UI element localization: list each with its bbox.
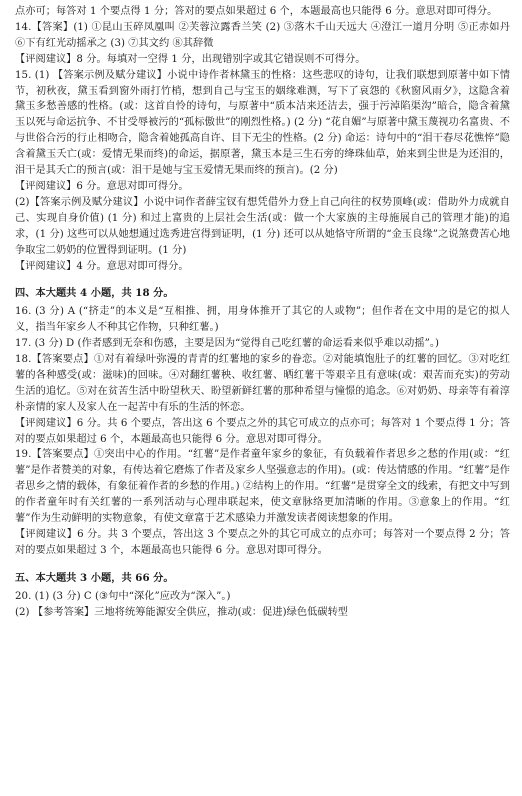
answer-20-2: (2) 【参考答案】三地将统筹能源安全供应，推动(或：促进)绿色低碳转型: [15, 606, 349, 618]
grading-note: 【评阅建议】8 分。每填对一空得 1 分，出现错别字或其它错误则不可得分。: [15, 53, 366, 65]
answer-19: 19.【答案要点】①突出中心的作用。“红薯”是作者童年家乡的象征，有负载着作者思乡之愁的作用(或：“红薯”是作者赞美的对象，有传达着它磨炼了作者及家乡人坚强意志的作用)。(或：传达情感的作用。“红薯”是作者思乡之情的载体，有象征着作者的乡愁的作用。) ②结构上的作用。“红薯”是贯穿全文的线索，有把文中写到的作者童年时有关红薯的一系列活动与心理串联起来，使文章脉络更加清晰的作用。③意象上的作用。“红薯”作为生动鲜明的实物意象，有使文章富于艺术感染力并激发读者阅读想象的作用。: [15, 449, 510, 525]
answer-16: 16. (3 分) A (“挤走”的本义是“互相推、拥，用身体推开了其它的人或物”；但作者在文中用的是它的拟人义，指当年家乡人不种其它作物，只种红薯。): [15, 306, 510, 334]
grading-note: 【评阅建议】6 分。共 6 个要点，答出这 6 个要点之外的其它可成立的点亦可；每答对 1 个要点得 1 分；答对的要点如果超过 6 个，本题最高也只能得 6 分。意思对即可得分。: [15, 417, 510, 445]
answer-15-2: (2)【答案示例及赋分建议】小说中词作者薛宝钗有想凭借外力登上自己向往的权势顶峰(或：借助外力成就自己、实现自身价值) (1 分) 和过上富贵的上层社会生活(或：做一个大家族的主母施展自己的管理才能)的追求，(1 分) 这些可以从她想通过选秀进宫得到证明，(1 分) 还可以从她恪守所谓的“金玉良缘”之说煞费苦心地争取宝二奶奶的位置得到证明。(1 分): [15, 196, 510, 256]
answer-17: 17. (3 分) D (作者感到无奈和伤感，主要是因为“觉得自己吃红薯的命运看来似乎难以动摇”。): [15, 338, 440, 350]
answer-15-1: 15. (1) 【答案示例及赋分建议】小说中诗作者林黛玉的性格：这些悲叹的诗句，让我们联想到原著中如下情节，初秋夜，黛玉看到窗外雨打竹梢，想到自己与宝玉的姻缘难测，写下了哀怨的《秋窗风雨夕》，这隐含着黛玉多愁善感的性格。(或：这首自怜的诗句，与原著中“质本洁来还洁去，强于污淖陷渠沟”暗合，隐含着黛玉以死与命运抗争、不甘受辱被污的“孤标傲世”的刚烈性格。) (2 分) “花自媚”与原著中黛玉蔑视功名富贵、不与世俗合污的行止相吻合，隐含着她孤高自许、目下无尘的性格。(2 分) 命运：诗句中的“泪干春尽花憔悴”隐含着黛玉夭亡(或：爱情无果而终)的命运，据原著，黛玉本是三生石旁的绛珠仙草，始来到尘世是为还泪的，泪干是其夭亡的预言(或：泪干是她与宝玉爱情无果而终的预言)。(2 分): [15, 69, 510, 177]
answer-20-1: 20. (1) (3 分) C (③句中“深化”应改为“深入”。): [15, 590, 231, 602]
grading-note: 【评阅建议】6 分。共 3 个要点，答出这 3 个要点之外的其它可成立的点亦可；每答对一个要点得 2 分；答对的要点如果超过 3 个，本题最高也只能得 6 分。意思对即可得分。: [15, 529, 510, 556]
grading-note: 【评阅建议】4 分。意思对即可得分。: [15, 260, 189, 272]
section-heading-4: 四、本大题共 4 小题，共 18 分。: [15, 287, 174, 300]
answer-14: 14.【答案】(1) ①昆山玉碎凤凰叫 ②芙蓉泣露香兰笑 (2) ③落木千山天远大 ④澄江一道月分明 ⑤正赤如丹 ⑥下有红光动摇承之 (3) ⑦其文约 ⑧其辞微: [15, 21, 510, 49]
grading-note: 【评阅建议】6 分。意思对即可得分。: [15, 180, 189, 192]
section-heading-5: 五、本大题共 3 小题，共 66 分。: [15, 571, 174, 584]
paragraph: 点亦可；每答对 1 个要点得 1 分；答对的要点如果超过 6 个，本题最高也只能得 6 分。意思对即可得分。: [15, 6, 498, 17]
answer-18: 18.【答案要点】①对有着绿叶弥漫的青青的红薯地的家乡的眷恋。②对能填饱肚子的红薯的回忆。③对吃红薯的各种感受(或：滋味)的回味。④对翻红薯秧、收红薯、晒红薯干等艰辛且有意味(或：艰苦而充实)的劳动生活的追忆。⑤对在贫苦生活中盼望秋天、盼望新鲜红薯的那种希望与憧憬的追念。⑥对奶奶、母亲等有着淳朴亲情的家人及家人在一起苦中有乐的生活的怀恋。: [15, 354, 510, 413]
